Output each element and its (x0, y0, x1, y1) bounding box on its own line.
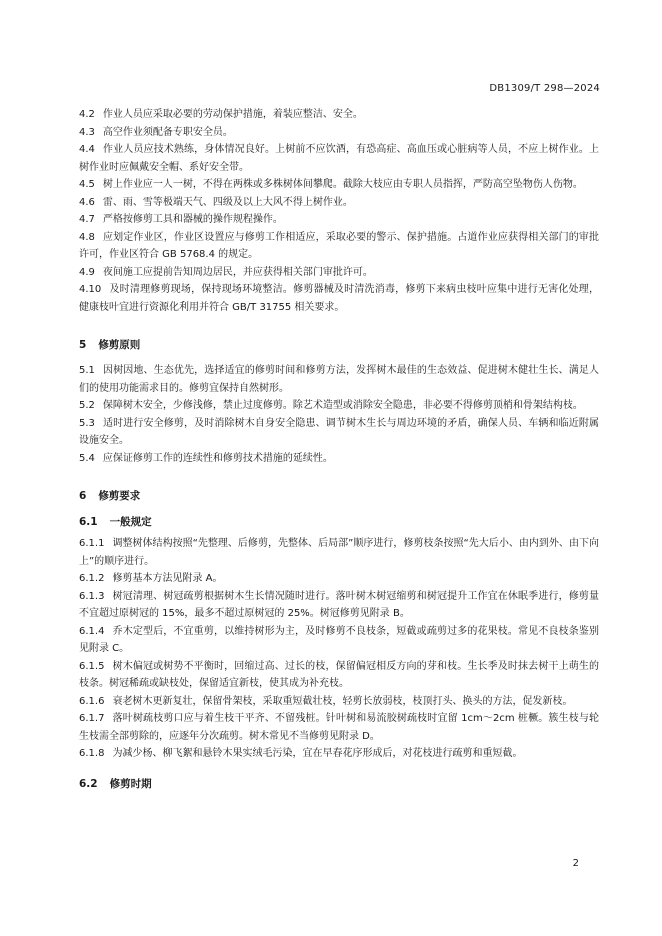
subsection-title: 修剪时期 (109, 777, 152, 790)
clause-number: 4.3 (79, 126, 95, 138)
clause-number: 6.1.7 (79, 713, 105, 724)
clause-text: 高空作业须配备专职安全员。 (102, 126, 233, 138)
subsection-number: 6.2 (79, 777, 98, 790)
clause-number: 4.5 (79, 179, 95, 190)
section-number: 5 (79, 339, 87, 351)
clause (79, 588, 599, 623)
clause (79, 693, 599, 711)
clause (79, 124, 599, 142)
clause-number: 4.6 (79, 196, 95, 208)
subsection-number: 6.1 (79, 516, 98, 528)
section-title: 修剪要求 (98, 490, 141, 502)
clause (79, 450, 599, 468)
section-number: 6 (79, 490, 87, 502)
subsection-title: 一般规定 (109, 516, 152, 528)
clause-text: 适时进行安全修剪，及时消除树木自身安全隐患、调节树木生长与周边环境的矛盾，确保人员、车辆和临近附属设施安全。 (79, 417, 599, 446)
clause-number: 6.1.5 (79, 660, 105, 672)
clause-text: 雷、雨、雪等极端天气、四级及以上大风不得上树作业。 (102, 196, 353, 208)
clause-text: 夜间施工应提前告知周边居民，并应获得相关部门审批许可。 (102, 266, 373, 278)
page-number: 2 (572, 858, 579, 869)
clause (79, 106, 599, 124)
clause-number: 4.7 (79, 214, 95, 225)
clause-number: 5.3 (79, 417, 95, 429)
clause-number: 4.10 (79, 284, 102, 295)
clause-number: 6.1.3 (79, 590, 105, 602)
clause-number: 4.4 (79, 144, 95, 155)
clause (79, 281, 599, 316)
document-code: DB1309/T 298—2024 (489, 83, 600, 94)
clause-number: 5.4 (79, 452, 95, 464)
clause (79, 362, 599, 397)
clause-text: 为减少杨、柳飞絮和悬铃木果实绒毛污染，宜在早春花序形成后，对花枝进行疏剪和重短截。 (112, 748, 523, 759)
clause-text: 严格按修剪工具和器械的操作规程操作。 (102, 214, 283, 225)
clause-number: 4.2 (79, 109, 95, 120)
section-5-heading (79, 336, 599, 354)
clause-text: 乔木定型后，不宜重剪，以维持树形为主，及时修剪不良枝条，短截或疏剪过多的花果枝。常见不良枝条鉴别见附录 C。 (79, 625, 599, 654)
clause (79, 397, 599, 415)
clause (79, 264, 599, 282)
clause-number: 6.1.1 (79, 538, 105, 549)
clause-number: 5.2 (79, 400, 95, 411)
clause (79, 745, 599, 763)
clause-text: 调整树体结构按照“先整理、后修剪，先整体、后局部”顺序进行，修剪枝条按照“先大后小、由内到外、由下向上”的顺序进行。 (79, 538, 599, 567)
clause-number: 4.8 (79, 231, 95, 243)
clause-number: 5.1 (79, 365, 95, 376)
clause (79, 710, 599, 745)
clause (79, 570, 599, 588)
clause-number: 6.1.8 (79, 748, 105, 759)
clause-text: 保障树木安全，少修浅修，禁止过度修剪。除艺术造型或消除安全隐患，非必要不得修剪顶梢和骨架结构枝。 (102, 400, 583, 411)
clause (79, 658, 599, 693)
clause (79, 141, 599, 176)
clause-text: 衰老树木更新复壮，保留骨架枝，采取重短截壮枝，轻剪长放弱枝，枝顶打头、换头的方法，促发新枝。 (112, 695, 573, 707)
clause-number: 6.1.4 (79, 625, 105, 637)
clause-text: 作业人员应采取必要的劳动保护措施，着装应整洁、安全。 (102, 109, 363, 120)
clause-text: 树冠清理、树冠疏剪根据树木生长情况随时进行。落叶树木树冠缩剪和树冠提升工作宜在休眠季进行，修剪量不宜超过原树冠的 15%，最多不超过原树冠的 25%。树冠修剪见附录 B。 (79, 590, 599, 619)
clause-number: 6.1.6 (79, 695, 105, 707)
clause-number: 4.9 (79, 266, 95, 278)
clause-text: 落叶树疏枝剪口应与着生枝干平齐、不留残桩。针叶树和易流胶树疏枝时宜留 1cm～2cm 桩橛。簇生枝与轮生枝需全部剪除的，应逐年分次疏剪。树木常见不当修剪见附录 D。 (79, 713, 599, 742)
clause (79, 176, 599, 194)
clause-text: 树上作业应一人一树，不得在两株或多株树体间攀爬。截除大枝应由专职人员指挥，严防高空坠物伤人伤物。 (102, 179, 583, 190)
clause-text: 及时清理修剪现场，保持现场环境整洁。修剪器械及时清洗消毒，修剪下来病虫枝叶应集中进行无害化处理，健康枝叶宜进行资源化利用并符合 GB/T 31755 相关要求。 (79, 284, 599, 313)
subsection-6-2-heading (79, 775, 599, 793)
section-title: 修剪原则 (98, 339, 141, 351)
subsection-6-1-heading (79, 513, 599, 531)
clause-text: 作业人员应技术熟练，身体情况良好。上树前不应饮酒，有恐高症、高血压或心脏病等人员，不应上树作业。上树作业时应佩戴安全帽、系好安全带。 (79, 144, 599, 173)
clause (79, 211, 599, 229)
clause (79, 415, 599, 450)
clause-number: 6.1.2 (79, 573, 105, 584)
clause-text: 因树因地、生态优先，选择适宜的修剪时间和修剪方法，发挥树木最佳的生态效益、促进树木健壮生长、满足人们的使用功能需求目的。修剪宜保持自然树形。 (79, 365, 599, 394)
section-6-heading (79, 487, 599, 505)
clause-text: 修剪基本方法见附录 A。 (112, 573, 223, 584)
clause-text: 应划定作业区，作业区设置应与修剪工作相适应，采取必要的警示、保护措施。占道作业应获得相关部门的审批许可，作业区符合 GB 5768.4 的规定。 (79, 231, 599, 260)
subsection-6-1-list (79, 535, 599, 763)
section-5-list (79, 362, 599, 467)
document-body (79, 106, 599, 793)
clause (79, 229, 599, 264)
clause (79, 623, 599, 658)
clause (79, 194, 599, 212)
section-4-list (79, 106, 599, 316)
clause (79, 535, 599, 570)
clause-text: 树木偏冠或树势不平衡时，回缩过高、过长的枝，保留偏冠相反方向的芽和枝。生长季及时抹去树干上萌生的枝条。树冠稀疏或缺枝处，保留适宜新枝，使其成为补充枝。 (79, 660, 599, 689)
clause-text: 应保证修剪工作的连续性和修剪技术措施的延续性。 (102, 452, 333, 464)
